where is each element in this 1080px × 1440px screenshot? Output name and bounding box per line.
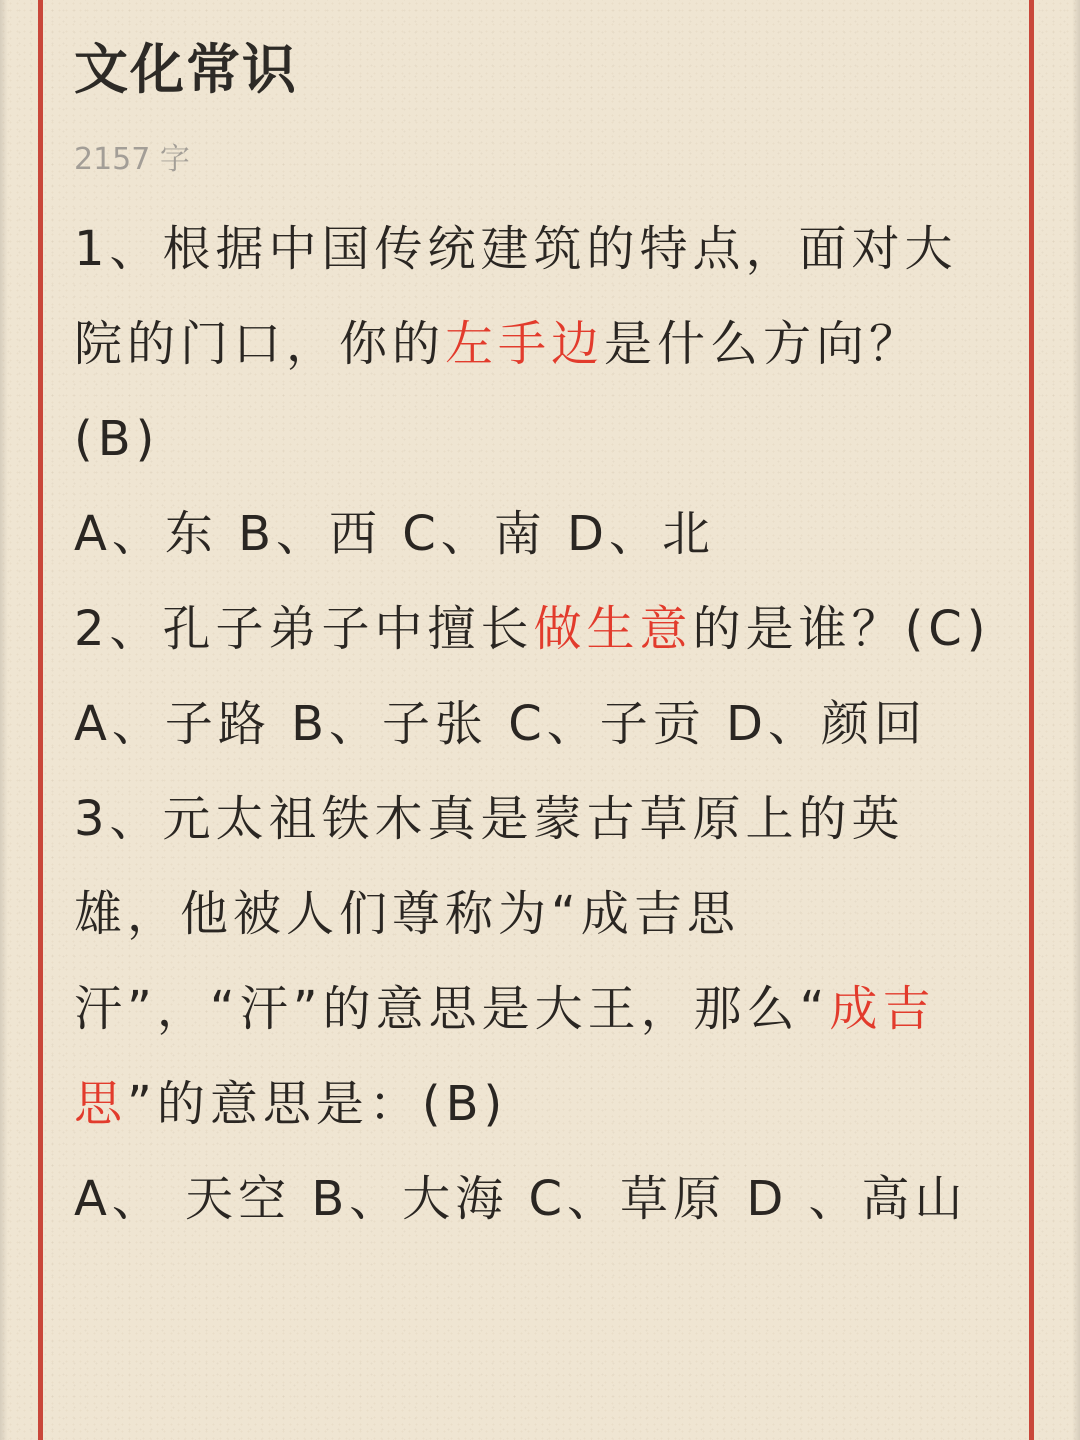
left-edge-shadow: [0, 0, 8, 1440]
right-edge-shadow: [1072, 0, 1080, 1440]
word-count: 2157 字: [74, 142, 190, 177]
question-3-text-end: ”的意思是：(B): [127, 1076, 508, 1132]
question-1-text-end: 是什么方向？(B): [74, 316, 923, 467]
question-3-highlight: 成吉思: [74, 981, 936, 1132]
question-1-options: A、东 B、西 C、南 D、北: [74, 506, 716, 562]
question-1-highlight: 左手边: [445, 316, 605, 372]
note-body[interactable]: [74, 202, 994, 1247]
question-3: [74, 772, 994, 1152]
question-2-text-end: 的是谁？(C): [692, 601, 991, 657]
right-margin-line: [1029, 0, 1034, 1440]
left-margin-line: [38, 0, 43, 1440]
question-3-text: 3、元太祖铁木真是蒙古草原上的英雄，他被人们尊称为“成吉思汗”，“汗”的意思是大王，那么“: [74, 791, 905, 1037]
question-3-options: A、 天空 B、大海 C、草原 D 、高山: [74, 1171, 968, 1227]
question-2-options: A、子路 B、子张 C、子贡 D、颜回: [74, 696, 928, 752]
question-2-highlight: 做生意: [533, 601, 693, 657]
question-1-text: 1、根据中国传统建筑的特点，面对大院的门口，你的: [74, 221, 958, 372]
page-title: 文化常识: [74, 38, 298, 101]
question-1: [74, 202, 994, 487]
note-content: [74, 30, 994, 1247]
question-2: [74, 582, 994, 677]
question-2-text: 2、孔子弟子中擅长: [74, 601, 534, 657]
